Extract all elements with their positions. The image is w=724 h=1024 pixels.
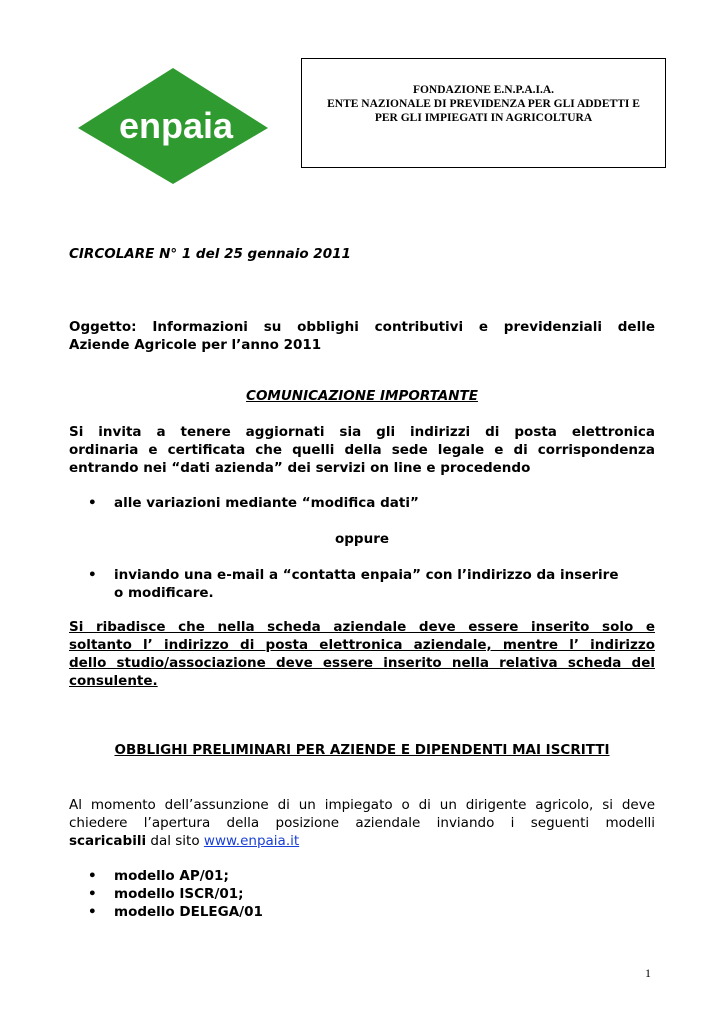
oggetto-line-1: Oggetto: Informazioni su obblighi contributivi e previdenziali delle <box>69 319 655 335</box>
header-line-1: FONDAZIONE E.N.P.A.I.A. <box>412 84 555 96</box>
dal-sito-text: dal sito <box>150 833 200 849</box>
modello-1-text: modello AP/01; <box>114 868 229 884</box>
invito-line-2: ordinaria e certificata che quelli della sede legale e di corrispondenza <box>69 442 655 458</box>
assunzione-line-2: chiedere l’apertura della posizione aziendale inviando i seguenti modelli <box>69 815 655 831</box>
invito-paragraph <box>69 423 655 477</box>
assunzione-paragraph <box>69 796 655 850</box>
obblighi-title <box>69 741 655 759</box>
modello-2-text: modello ISCR/01; <box>114 886 244 902</box>
oppure-text <box>69 530 655 548</box>
header-line-2: ENTE NAZIONALE DI PREVIDENZA PER GLI ADDETTI E <box>327 98 640 110</box>
modello-3-text: modello DELEGA/01 <box>114 904 263 920</box>
bullet-1-text: alle variazioni mediante “modifica dati” <box>114 495 419 511</box>
assunzione-line-1: Al momento dell’assunzione di un impiegato o di un dirigente agricolo, si deve <box>69 797 655 813</box>
invito-line-3: entrando nei “dati azienda” dei servizi on line e procedendo <box>69 460 531 476</box>
bullet-icon: • <box>88 567 97 583</box>
comunicazione-title-text: COMUNICAZIONE IMPORTANTE <box>246 388 478 404</box>
bullet-icon: • <box>88 886 97 902</box>
enpaia-website-link[interactable]: www.enpaia.it <box>203 833 300 849</box>
ribadisce-line-1: Si ribadisce che nella scheda aziendale deve essere inserito solo e <box>69 619 655 635</box>
bullet-icon: • <box>88 868 97 884</box>
ribadisce-line-4: consulente. <box>69 673 158 689</box>
assunzione-line-3 <box>69 832 655 850</box>
oppure-label: oppure <box>334 531 390 547</box>
enpaia-logo <box>78 66 268 186</box>
bullet-2-line-2: o modificare. <box>114 585 214 601</box>
oggetto-line-2: Aziende Agricole per l’anno 2011 <box>69 337 322 353</box>
ribadisce-paragraph <box>69 618 655 690</box>
header-line-3: PER GLI IMPIEGATI IN AGRICOLTURA <box>374 112 593 124</box>
header-box <box>301 58 666 168</box>
page-number: 1 <box>645 966 651 980</box>
ribadisce-line-3: dello studio/associazione deve essere inserito nella relativa scheda del <box>69 655 655 671</box>
circolare-title: CIRCOLARE N° 1 del 25 gennaio 2011 <box>69 246 351 262</box>
bullet-icon: • <box>88 904 97 920</box>
bullet-item-2 <box>88 566 655 602</box>
ribadisce-line-2: soltanto l’ indirizzo di posta elettronica aziendale, mentre l’ indirizzo <box>69 637 655 653</box>
logo-text: enpaia <box>118 105 234 146</box>
invito-line-1: Si invita a tenere aggiornati sia gli indirizzi di posta elettronica <box>69 424 655 440</box>
bullet-2-line-1: inviando una e-mail a “contatta enpaia” con l’indirizzo da inserire <box>114 567 619 583</box>
obblighi-title-text: OBBLIGHI PRELIMINARI PER AZIENDE E DIPENDENTI MAI ISCRITTI <box>114 742 610 758</box>
bullet-icon: • <box>88 495 97 511</box>
scaricabili-word: scaricabili <box>69 833 147 849</box>
comunicazione-title <box>69 387 655 405</box>
oggetto-paragraph <box>69 318 655 354</box>
